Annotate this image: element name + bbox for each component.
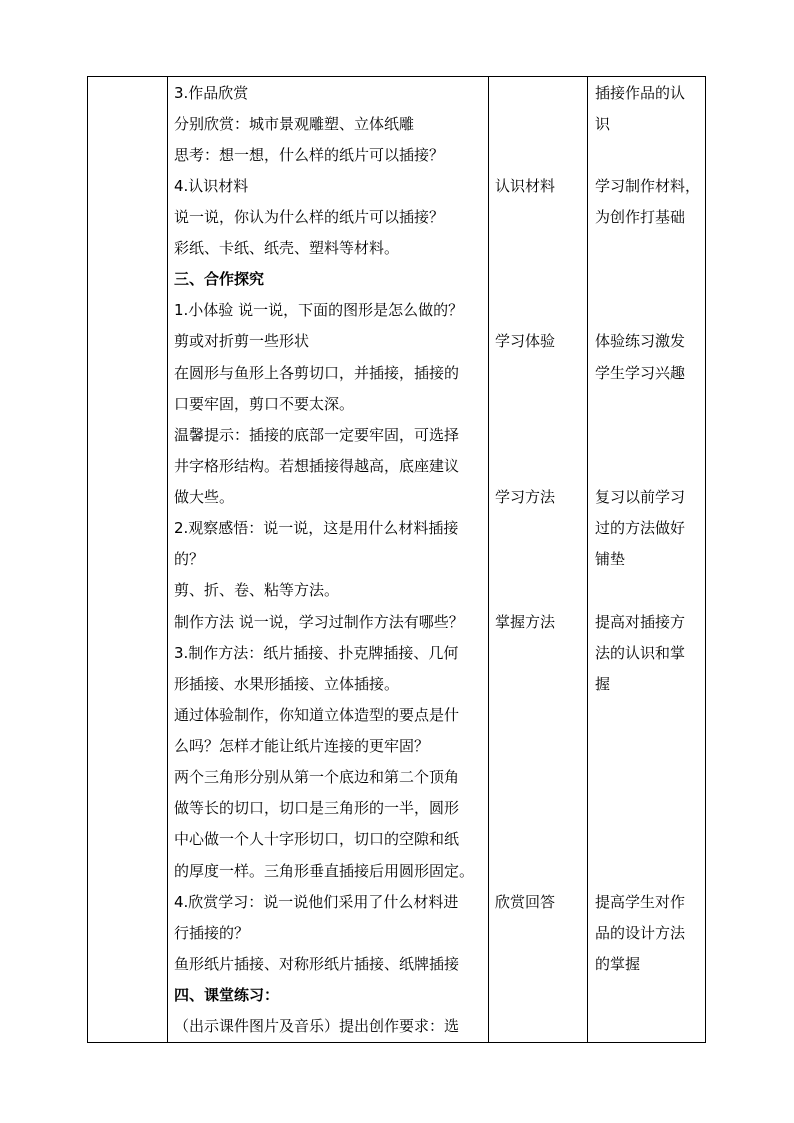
content-line: 通过体验制作，你知道立体造型的要点是什 xyxy=(174,706,460,724)
intent-line: 复习以前学习 xyxy=(595,488,686,506)
column-divider xyxy=(587,77,588,1042)
intent-line: 识 xyxy=(595,115,611,133)
content-line: 4.欣赏学习：说一说他们采用了什么材料进 xyxy=(174,893,459,911)
intent-line: 提高学生对作 xyxy=(595,893,686,911)
content-line: （出示课件图片及音乐）提出创作要求：选 xyxy=(174,1017,460,1035)
content-line: 做等长的切口，切口是三角形的一半，圆形 xyxy=(174,799,460,817)
content-line: 剪或对折剪一些形状 xyxy=(174,332,310,350)
intent-line: 握 xyxy=(595,675,611,693)
intent-line: 法的认识和掌 xyxy=(595,644,686,662)
column-divider xyxy=(488,77,489,1042)
content-line: 口要牢固，剪口不要太深。 xyxy=(174,395,355,413)
intent-line: 铺垫 xyxy=(595,550,626,568)
content-line: 说一说，你认为什么样的纸片可以插接？ xyxy=(174,208,445,226)
content-line: 思考：想一想，什么样的纸片可以插接？ xyxy=(174,146,445,164)
intent-line: 品的设计方法 xyxy=(595,924,686,942)
intent-line: 学生学习兴趣 xyxy=(595,364,686,382)
content-line: 做大些。 xyxy=(174,488,235,506)
section-heading: 四、课堂练习： xyxy=(174,986,280,1004)
content-line: 3.作品欣赏 xyxy=(174,84,249,102)
content-line: 温馨提示：插接的底部一定要牢固，可选择 xyxy=(174,426,460,444)
activity-cell: 学习体验 xyxy=(495,332,556,350)
activity-cell: 欣赏回答 xyxy=(495,893,556,911)
column-divider xyxy=(167,77,168,1042)
content-line: 的厚度一样。三角形垂直插接后用圆形固定。 xyxy=(174,862,475,880)
activity-cell: 学习方法 xyxy=(495,488,556,506)
section-heading: 三、合作探究 xyxy=(174,270,265,288)
intent-line: 为创作打基础 xyxy=(595,208,686,226)
intent-line: 插接作品的认 xyxy=(595,84,686,102)
content-line: 彩纸、卡纸、纸壳、塑料等材料。 xyxy=(174,239,400,257)
content-line: 中心做一个人十字形切口，切口的空隙和纸 xyxy=(174,830,460,848)
content-line: 3.制作方法：纸片插接、扑克牌插接、几何 xyxy=(174,644,459,662)
content-line: 么吗？怎样才能让纸片连接的更牢固？ xyxy=(174,737,430,755)
content-line: 形插接、水果形插接、立体插接。 xyxy=(174,675,400,693)
lesson-table xyxy=(87,76,706,1043)
intent-line: 过的方法做好 xyxy=(595,519,686,537)
intent-line: 学习制作材料， xyxy=(595,177,701,195)
content-line: 行插接的？ xyxy=(174,924,250,942)
content-line: 在圆形与鱼形上各剪切口，并插接，插接的 xyxy=(174,364,460,382)
content-line: 制作方法 说一说，学习过制作方法有哪些？ xyxy=(174,613,464,631)
content-line: 井字格形结构。若想插接得越高，底座建议 xyxy=(174,457,460,475)
activity-cell: 认识材料 xyxy=(495,177,556,195)
intent-line: 提高对插接方 xyxy=(595,613,686,631)
activity-cell: 掌握方法 xyxy=(495,613,556,631)
content-line: 1.小体验 说一说，下面的图形是怎么做的？ xyxy=(174,301,464,319)
content-line: 两个三角形分别从第一个底边和第二个顶角 xyxy=(174,768,460,786)
content-line: 分别欣赏：城市景观雕塑、立体纸雕 xyxy=(174,115,415,133)
intent-line: 的掌握 xyxy=(595,955,641,973)
content-line: 4.认识材料 xyxy=(174,177,249,195)
content-line: 剪、折、卷、粘等方法。 xyxy=(174,581,340,599)
intent-line: 体验练习激发 xyxy=(595,332,686,350)
content-line: 2.观察感悟：说一说，这是用什么材料插接 xyxy=(174,519,459,537)
content-line: 的？ xyxy=(174,550,205,568)
content-line: 鱼形纸片插接、对称形纸片插接、纸牌插接 xyxy=(174,955,460,973)
